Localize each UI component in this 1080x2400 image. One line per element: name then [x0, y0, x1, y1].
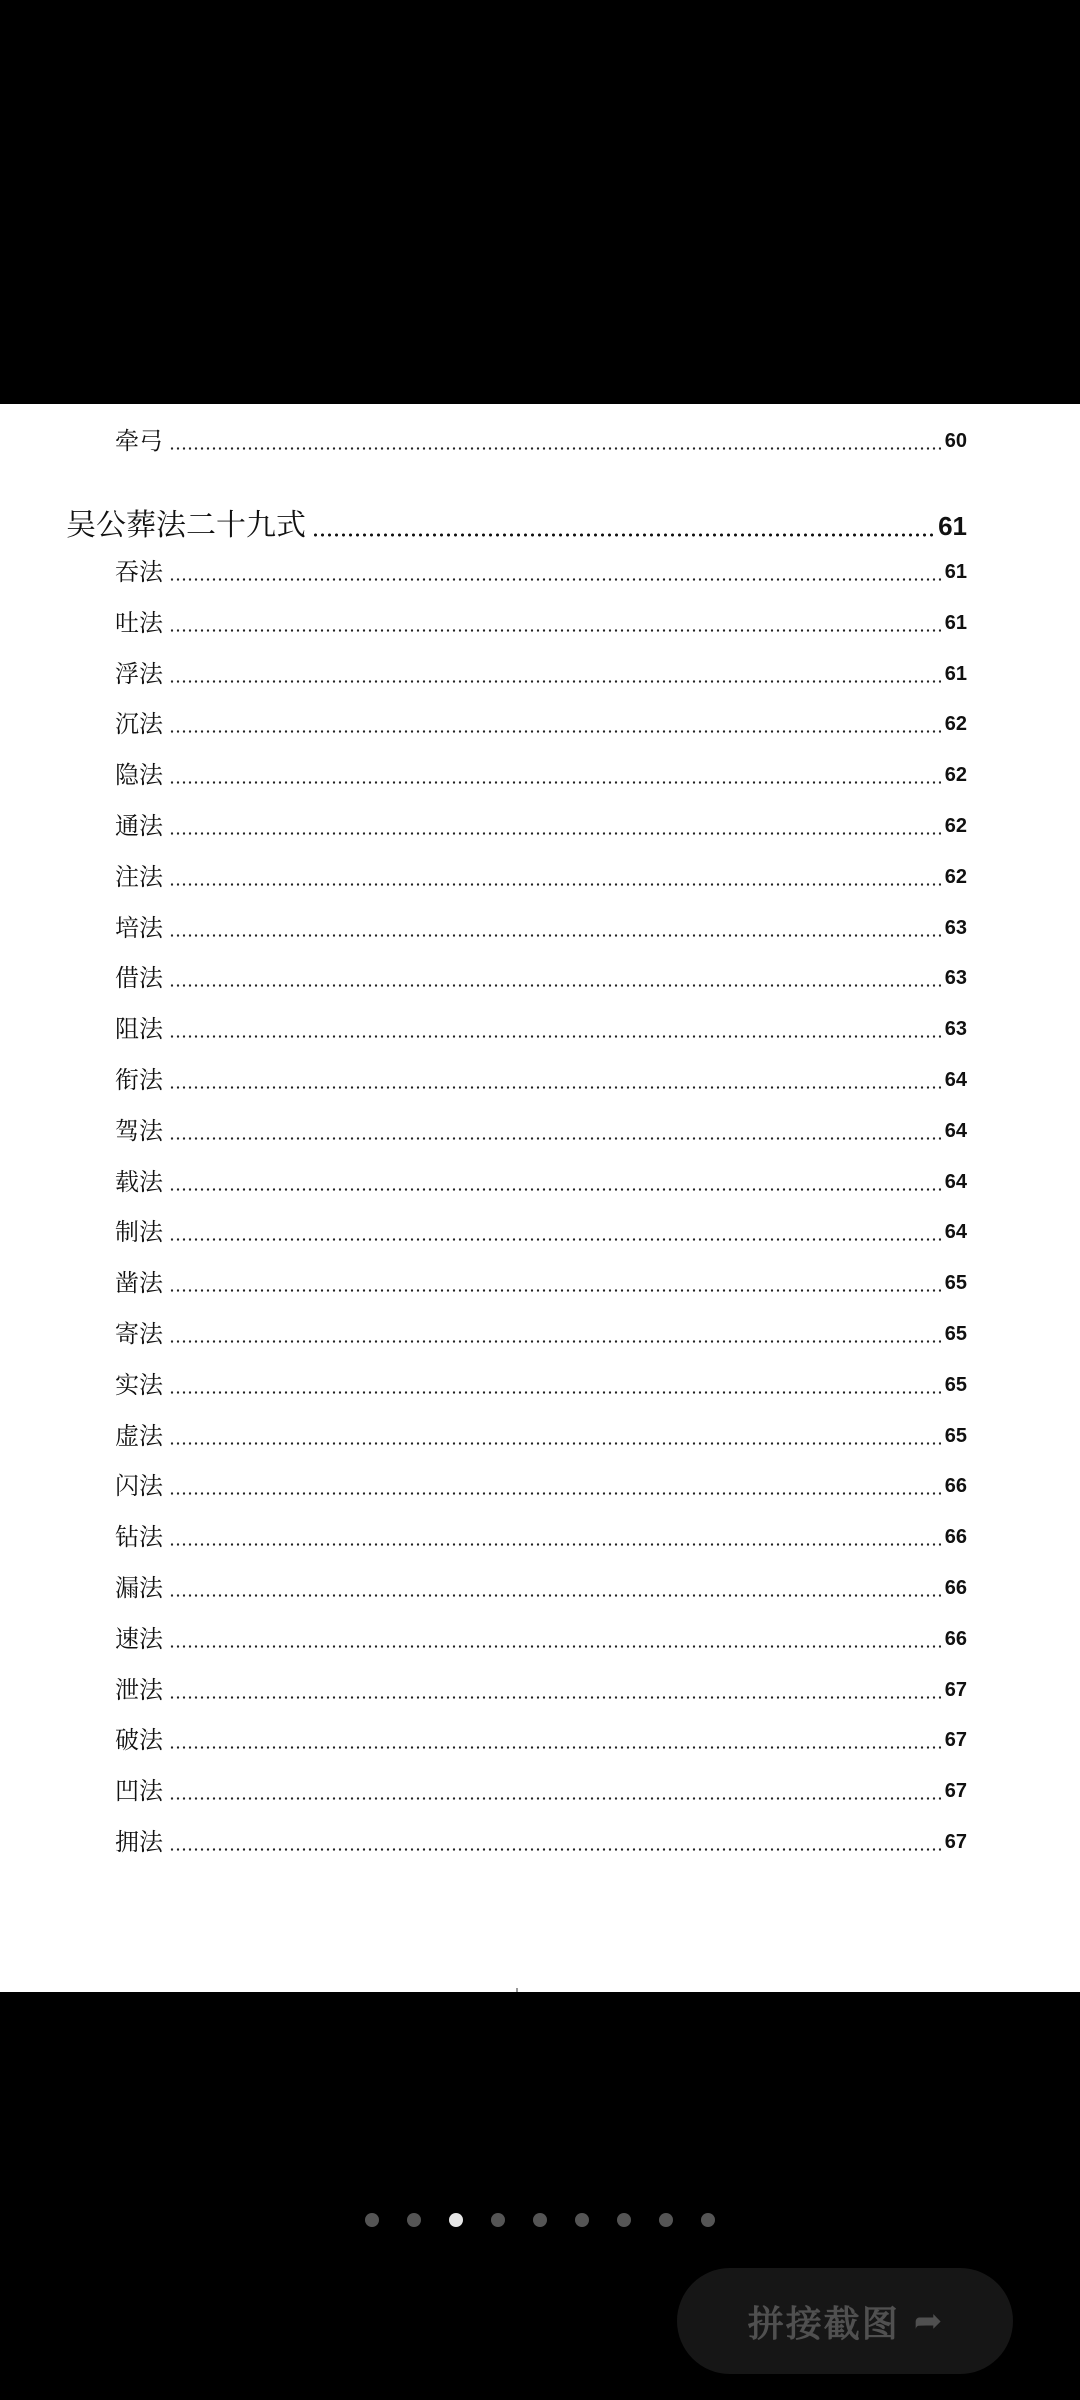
page-dot[interactable]	[659, 2213, 673, 2227]
toc-entry-page-number: 65	[944, 1424, 967, 1447]
dot-leader	[169, 1188, 941, 1191]
page-dot[interactable]	[533, 2213, 547, 2227]
toc-entry	[115, 1512, 967, 1552]
page-dot[interactable]	[617, 2213, 631, 2227]
dot-leader	[169, 1340, 941, 1343]
toc-entry-title: 破法	[115, 1726, 163, 1755]
toc-entry-page-number: 65	[944, 1272, 967, 1295]
dot-leader	[169, 447, 941, 450]
toc-entry	[115, 750, 967, 790]
toc-entry	[115, 1411, 967, 1451]
dot-leader	[169, 1137, 941, 1140]
toc-entry-page-number: 61	[944, 561, 967, 583]
toc-entry-page-number: 61	[944, 611, 967, 634]
page-dot[interactable]	[407, 2213, 421, 2227]
toc-entry	[115, 1614, 967, 1654]
toc-entry	[115, 1461, 967, 1501]
toc-entry-title: 沉法	[115, 710, 163, 739]
page-dot[interactable]	[365, 2213, 379, 2227]
toc-entry-title: 吴公葬法二十九式	[66, 508, 306, 543]
dot-leader	[169, 1797, 941, 1800]
toc-entry-title: 注法	[115, 862, 163, 891]
toc-entry-page-number: 65	[944, 1373, 967, 1396]
dot-leader	[169, 984, 941, 987]
dot-leader	[169, 1442, 941, 1445]
toc-entry-page-number: 67	[944, 1678, 967, 1701]
toc-entry	[115, 801, 967, 841]
toc-entry-title: 阻法	[115, 1015, 163, 1044]
toc-entry-title: 钻法	[115, 1523, 163, 1552]
toc-entry	[115, 852, 967, 892]
toc-entry	[115, 1004, 967, 1044]
toc-entry-page-number: 66	[944, 1526, 967, 1549]
toc-entry	[115, 1563, 967, 1603]
dot-leader	[169, 1696, 941, 1699]
toc-entry	[115, 699, 967, 739]
dot-leader	[169, 1848, 941, 1851]
toc-entry-page-number: 62	[944, 713, 967, 736]
dot-leader	[169, 1746, 941, 1749]
dot-leader	[169, 1238, 941, 1241]
page-dot[interactable]	[701, 2213, 715, 2227]
toc-entry-title: 闪法	[115, 1472, 163, 1501]
toc-entry	[115, 1207, 967, 1247]
toc-entry-page-number: 65	[944, 1323, 967, 1345]
toc-entry	[115, 1715, 967, 1755]
dot-leader	[169, 629, 941, 632]
page-indicator	[0, 2213, 1080, 2227]
toc-entry-title: 吞法	[115, 558, 163, 586]
toc-entry	[115, 1817, 967, 1857]
toc-entry	[115, 1055, 967, 1095]
toc-entry	[115, 1309, 967, 1349]
dot-leader	[169, 781, 941, 784]
toc-entry-page-number: 61	[938, 511, 967, 541]
toc-entry	[115, 598, 967, 638]
toc-entry-title: 拥法	[115, 1828, 163, 1856]
toc-entry-page-number: 67	[944, 1729, 967, 1752]
toc-entry-page-number: 61	[944, 662, 967, 685]
toc-entry-title: 寄法	[115, 1320, 163, 1348]
toc-entry	[115, 1258, 967, 1298]
page-dot[interactable]	[491, 2213, 505, 2227]
dot-leader	[169, 1086, 941, 1089]
dot-leader	[169, 680, 941, 683]
page-dot-active[interactable]	[449, 2213, 463, 2227]
dot-leader	[169, 1492, 941, 1495]
page-dot[interactable]	[575, 2213, 589, 2227]
toc-entry	[115, 1766, 967, 1806]
toc-entry-page-number: 63	[944, 916, 967, 939]
toc-entry-page-number: 66	[944, 1627, 967, 1650]
toc-entry-title: 借法	[115, 964, 163, 993]
dot-leader	[169, 934, 941, 937]
toc-entry-title: 泄法	[115, 1675, 163, 1704]
dot-leader	[169, 1035, 941, 1038]
toc-entry-title: 制法	[115, 1218, 163, 1247]
dot-leader	[169, 1289, 941, 1292]
toc-entry-page-number: 64	[944, 1119, 967, 1142]
toc-entry	[115, 1360, 967, 1400]
toc-entry	[115, 953, 967, 993]
toc-entry	[115, 416, 967, 456]
toc-entry	[115, 1106, 967, 1146]
stitch-screenshot-button[interactable]	[677, 2268, 1013, 2374]
toc-entry-page-number: 62	[944, 865, 967, 888]
toc-entry-title: 实法	[115, 1370, 163, 1399]
toc-section-heading	[66, 498, 967, 544]
toc-entry-page-number: 62	[944, 764, 967, 787]
toc-entry-title: 载法	[115, 1167, 163, 1196]
toc-entry-title: 漏法	[115, 1574, 163, 1602]
toc-entry-page-number: 64	[944, 1221, 967, 1244]
toc-entry-title: 隐法	[115, 761, 163, 790]
toc-entry-page-number: 63	[944, 967, 967, 990]
page-center-mark	[516, 1988, 518, 1992]
toc-entry-title: 通法	[115, 812, 163, 840]
document-page[interactable]	[0, 404, 1080, 1992]
toc-entry-page-number: 66	[944, 1475, 967, 1498]
share-arrow-icon: ➦	[913, 2301, 943, 2341]
toc-entry-page-number: 60	[944, 430, 967, 452]
toc-entry	[115, 649, 967, 689]
toc-entry-title: 速法	[115, 1624, 163, 1653]
toc-entry-page-number: 62	[944, 815, 967, 837]
toc-entry	[115, 903, 967, 943]
toc-entry	[115, 547, 967, 587]
toc-entry-page-number: 67	[944, 1831, 967, 1853]
toc-entry-title: 凿法	[115, 1269, 163, 1298]
dot-leader	[169, 730, 941, 733]
toc-entry-title: 浮法	[115, 659, 163, 688]
dot-leader	[169, 1391, 941, 1394]
dot-leader	[169, 883, 941, 886]
toc-entry-title: 虚法	[115, 1421, 163, 1450]
toc-entry-title: 牵弓	[115, 427, 163, 455]
toc-entry-page-number: 66	[944, 1577, 967, 1599]
toc-entry-title: 吐法	[115, 608, 163, 637]
dot-leader	[169, 1594, 941, 1597]
toc-entry-title: 驾法	[115, 1116, 163, 1145]
toc-entry	[115, 1157, 967, 1197]
dot-leader	[169, 832, 941, 835]
toc-entry-page-number: 64	[944, 1170, 967, 1193]
dot-leader	[169, 578, 941, 581]
toc-entry-title: 衔法	[115, 1066, 163, 1094]
toc-entry-title: 培法	[115, 913, 163, 942]
toc-entry-page-number: 64	[944, 1069, 967, 1091]
toc-entry-page-number: 67	[944, 1780, 967, 1803]
dot-leader	[169, 1645, 941, 1648]
dot-leader	[312, 533, 934, 537]
toc-entry-page-number: 63	[944, 1018, 967, 1041]
toc-entry	[115, 1665, 967, 1705]
toc-entry-title: 凹法	[115, 1777, 163, 1806]
dot-leader	[169, 1543, 941, 1546]
stitch-screenshot-label: 拼接截图	[747, 2303, 900, 2345]
